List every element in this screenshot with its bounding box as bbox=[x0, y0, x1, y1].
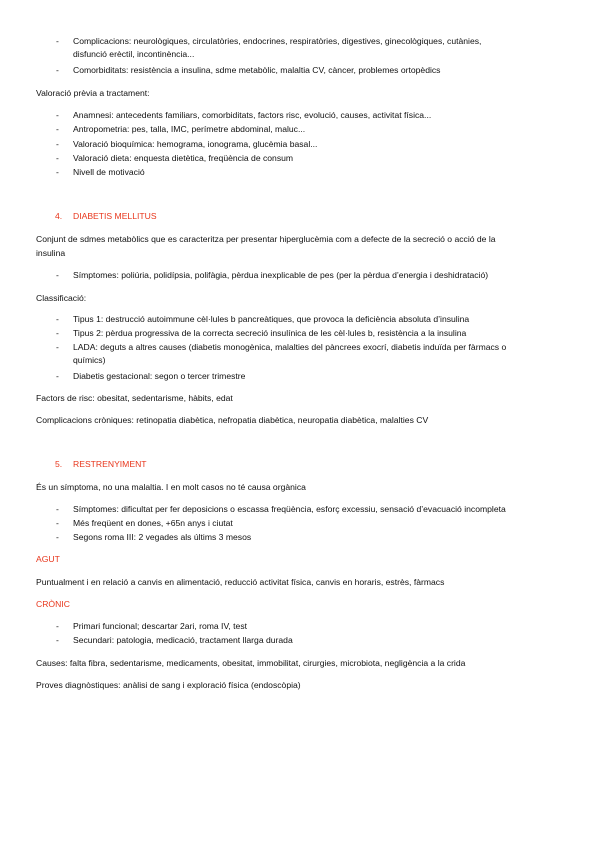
section-number: 4. bbox=[55, 211, 63, 221]
bullet-dash: - bbox=[56, 167, 59, 177]
bullet-dash: - bbox=[56, 314, 59, 324]
paragraph: És un símptoma, no una malaltia. I en molt casos no té causa orgànica bbox=[36, 482, 306, 492]
bullet-dash: - bbox=[56, 328, 59, 338]
bullet-dash: - bbox=[56, 518, 59, 528]
bullet-dash: - bbox=[56, 532, 59, 542]
bullet-dash: - bbox=[56, 504, 59, 514]
paragraph: Valoració prèvia a tractament: bbox=[36, 88, 150, 98]
section-title: DIABETIS MELLITUS bbox=[73, 211, 157, 221]
list-item: Més freqüent en dones, +65n anys i ciutat bbox=[73, 518, 233, 528]
list-item: Valoració bioquímica: hemograma, ionograma, glucèmia basal... bbox=[73, 139, 318, 149]
list-item-continuation: disfunció erèctil, incontinència... bbox=[73, 49, 195, 59]
list-item: Antropometria: pes, talla, IMC, perímetre abdominal, maluc... bbox=[73, 124, 306, 134]
list-item: Comorbiditats: resistència a insulina, sdme metabòlic, malaltia CV, càncer, problemes ortopèdics bbox=[73, 65, 441, 75]
paragraph: Conjunt de sdmes metabòlics que es caracteritza per presentar hiperglucèmia com a defecte de la secreció o acció de la bbox=[36, 234, 496, 244]
list-item: Secundari: patologia, medicació, tractament llarga durada bbox=[73, 635, 293, 645]
section-number: 5. bbox=[55, 459, 63, 469]
bullet-dash: - bbox=[56, 635, 59, 645]
paragraph: Causes: falta fibra, sedentarisme, medicaments, obesitat, immobilitat, cirurgies, microbiota, negligència a la crida bbox=[36, 658, 466, 668]
section-title: RESTRENYIMENT bbox=[73, 459, 147, 469]
paragraph: Classificació: bbox=[36, 293, 87, 303]
subheading: AGUT bbox=[36, 554, 60, 564]
list-item: LADA: deguts a altres causes (diabetis monogènica, malalties del pàncrees exocrí, diabetis induïda per fàrmacs o bbox=[73, 342, 507, 352]
bullet-dash: - bbox=[56, 124, 59, 134]
paragraph: Proves diagnòstiques: anàlisi de sang i exploració física (endoscòpia) bbox=[36, 680, 301, 690]
list-item: Símptomes: poliúria, polidípsia, polifàgia, pèrdua inexplicable de pes (per la pèrdua d’energia i deshidratació) bbox=[73, 270, 489, 280]
list-item: Anamnesi: antecedents familiars, comorbiditats, factors risc, evolució, causes, activitat física... bbox=[73, 110, 432, 120]
bullet-dash: - bbox=[56, 110, 59, 120]
bullet-dash: - bbox=[56, 270, 59, 280]
list-item: Tipus 2: pèrdua progressiva de la correcta secreció insulínica de les cèl·lules b, resistència a la insulina bbox=[73, 328, 467, 338]
list-item: Primari funcional; descartar 2ari, roma IV, test bbox=[73, 621, 248, 631]
bullet-dash: - bbox=[56, 139, 59, 149]
bullet-dash: - bbox=[56, 36, 59, 46]
bullet-dash: - bbox=[56, 65, 59, 75]
list-item: Complicacions: neurològiques, circulatòries, endocrines, respiratòries, digestives, ginecològiques, cutànies, bbox=[73, 36, 482, 46]
bullet-dash: - bbox=[56, 342, 59, 352]
list-item: Segons roma III: 2 vegades als últims 3 mesos bbox=[73, 532, 252, 542]
bullet-dash: - bbox=[56, 621, 59, 631]
subheading: CRÒNIC bbox=[36, 599, 70, 609]
paragraph: Complicacions cròniques: retinopatia diabètica, nefropatia diabètica, neuropatia diabètica, malalties CV bbox=[36, 415, 429, 425]
list-item: Símptomes: dificultat per fer deposicions o escassa freqüència, esforç excessiu, sensació d’evacuació incompleta bbox=[73, 504, 506, 514]
bullet-dash: - bbox=[56, 153, 59, 163]
bullet-dash: - bbox=[56, 371, 59, 381]
paragraph: Factors de risc: obesitat, sedentarisme, hàbits, edat bbox=[36, 393, 233, 403]
paragraph-continuation: insulina bbox=[36, 248, 66, 258]
list-item: Valoració dieta: enquesta dietètica, freqüència de consum bbox=[73, 153, 294, 163]
list-item: Diabetis gestacional: segon o tercer trimestre bbox=[73, 371, 246, 381]
list-item-continuation: químics) bbox=[73, 355, 106, 365]
list-item: Tipus 1: destrucció autoimmune cèl·lules b pancreàtiques, que provoca la deficiència absoluta d’insulina bbox=[73, 314, 470, 324]
paragraph: Puntualment i en relació a canvis en alimentació, reducció activitat física, canvis en horaris, estrès, fàrmacs bbox=[36, 577, 445, 587]
list-item: Nivell de motivació bbox=[73, 167, 145, 177]
